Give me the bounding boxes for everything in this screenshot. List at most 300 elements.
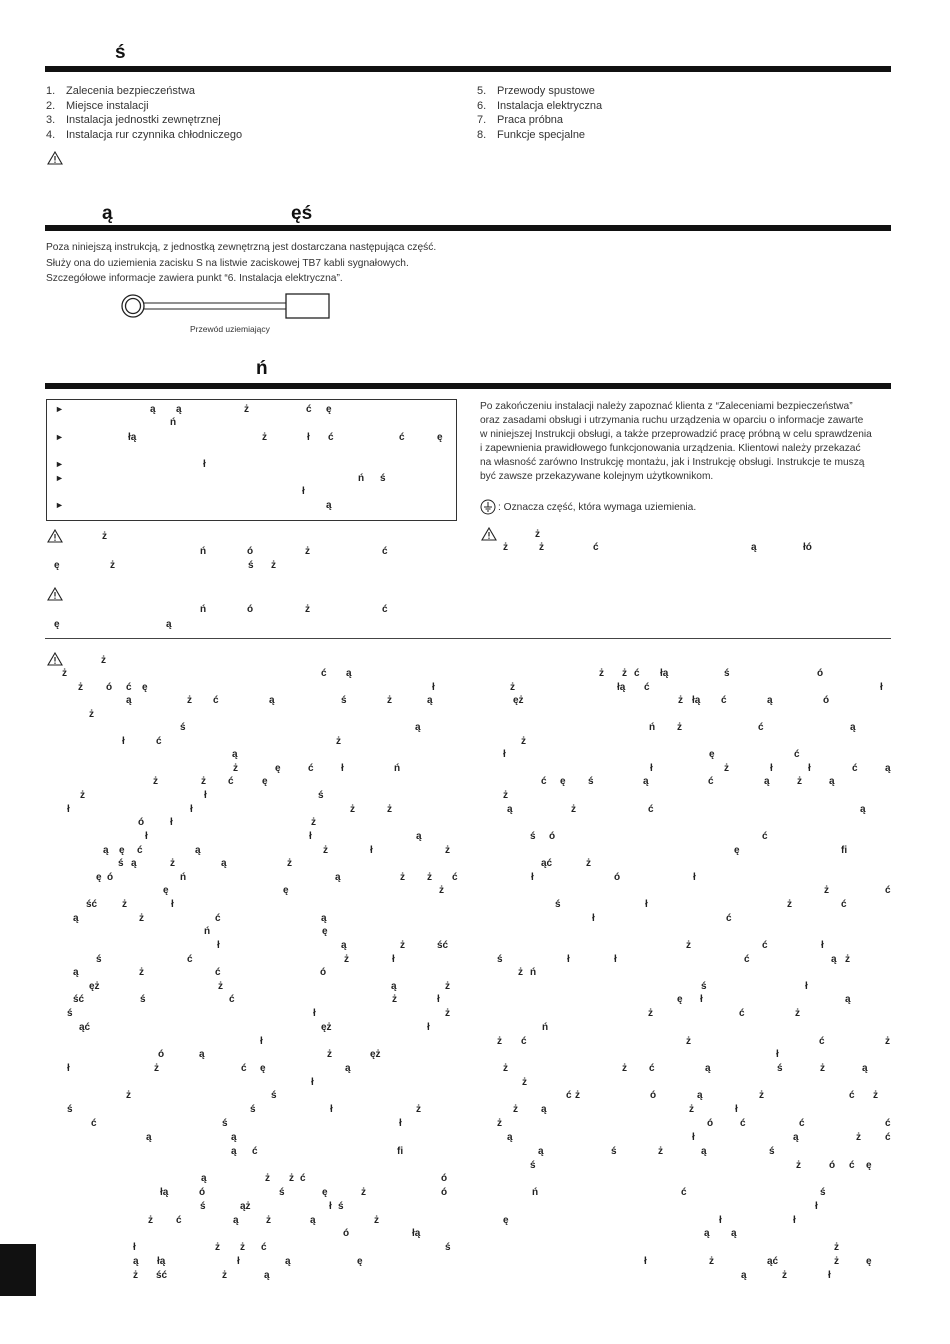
text-fragment: ż [222, 1270, 227, 1281]
toc-item[interactable]: 3. Instalacja jednostki zewnętrznej [46, 114, 221, 126]
text-fragment: ł [302, 486, 305, 497]
text-fragment: ż [101, 655, 106, 666]
text-fragment: ł [370, 845, 373, 856]
text-fragment: ą [860, 804, 866, 815]
text-fragment: ł [260, 1036, 263, 1047]
text-fragment: ć [300, 1173, 306, 1184]
text-fragment: ą [885, 763, 891, 774]
text-fragment: ł [776, 1049, 779, 1060]
bullet-arrow-icon: ► [55, 500, 64, 510]
text-fragment: ż [289, 1173, 294, 1184]
text-fragment: ą [831, 954, 837, 965]
text-fragment: ś [318, 790, 324, 801]
text-fragment: ż [327, 1049, 332, 1060]
text-fragment: ę [163, 885, 169, 896]
text-fragment: ż [885, 1036, 890, 1047]
text-fragment: ć [762, 940, 768, 951]
text-fragment: ż [510, 682, 515, 693]
text-fragment: ą [199, 1049, 205, 1060]
text-fragment: łą [617, 682, 626, 693]
text-fragment: ć [849, 1090, 855, 1101]
text-fragment: ż [795, 1008, 800, 1019]
text-fragment: ł [719, 1215, 722, 1226]
text-fragment: ż [265, 1173, 270, 1184]
toc-item[interactable]: 6. Instalacja elektryczna [477, 99, 603, 112]
text-fragment: ń [170, 417, 177, 428]
text-fragment: ć [885, 1132, 891, 1143]
text-fragment: ł [399, 1118, 402, 1129]
text-fragment: ł [307, 432, 310, 443]
text-fragment: ń [200, 546, 207, 557]
text-fragment: ż [89, 709, 94, 720]
text-fragment: ż [218, 981, 223, 992]
text-fragment: ż [497, 1118, 502, 1129]
text-fragment: ś [445, 1242, 451, 1253]
text-fragment: ł [503, 749, 506, 760]
text-fragment: ć [215, 913, 221, 924]
text-fragment: ł [313, 1008, 316, 1019]
ground-wire-label: Przewód uziemiający [190, 324, 270, 334]
text-fragment: ś [96, 954, 102, 965]
text-fragment: ąż [240, 1201, 251, 1212]
text-fragment: ć [799, 1118, 805, 1129]
text-fragment: ł [644, 1256, 647, 1267]
text-fragment: ę [866, 1256, 872, 1267]
text-fragment: łą [660, 668, 669, 679]
text-fragment: ń [358, 473, 365, 484]
text-fragment: ąć [79, 1022, 91, 1033]
text-fragment: ś [67, 1104, 73, 1115]
text-fragment: ć [726, 913, 732, 924]
text-fragment: ć [306, 404, 312, 415]
text-fragment: ł [203, 459, 206, 470]
text-fragment: ć [382, 604, 388, 615]
text-fragment: ż [244, 404, 249, 415]
text-fragment: ą [310, 1215, 316, 1226]
text-fragment: ż [427, 872, 432, 883]
text-fragment: ś [530, 831, 536, 842]
warning-icon [47, 529, 63, 543]
text-fragment: ą [507, 1132, 513, 1143]
text-fragment: ż [350, 804, 355, 815]
text-fragment: ń [204, 926, 211, 937]
text-fragment: ł [808, 763, 811, 774]
text-fragment: ć [758, 722, 764, 733]
text-fragment: ś [338, 1201, 344, 1212]
toc-item[interactable]: 8. Funkcje specjalne [477, 128, 586, 141]
text-fragment: łó [803, 542, 812, 553]
text-fragment: ę [96, 872, 102, 883]
text-fragment: ć [841, 899, 847, 910]
text-fragment: ż [503, 542, 508, 553]
text-fragment: ą [341, 940, 347, 951]
text-fragment: ą [103, 845, 109, 856]
text-fragment: ę [283, 885, 289, 896]
bullet-arrow-icon: ► [55, 404, 64, 414]
text-fragment: ę [357, 1256, 363, 1267]
text-fragment: ś [380, 473, 386, 484]
text-fragment: ż [323, 845, 328, 856]
text-fragment: ż [686, 940, 691, 951]
text-fragment: ą [231, 1132, 237, 1143]
text-fragment: ó [343, 1228, 350, 1239]
text-fragment: ó [707, 1118, 714, 1129]
text-fragment: ć [762, 831, 768, 842]
text-fragment: ż [445, 981, 450, 992]
bullet-arrow-icon: ► [55, 432, 64, 442]
text-fragment: ś [279, 1187, 285, 1198]
text-fragment: ż [678, 695, 683, 706]
text-fragment: ż [201, 776, 206, 787]
text-fragment: ó [614, 872, 621, 883]
text-fragment: ą [850, 722, 856, 733]
text-fragment: ść [437, 940, 449, 951]
text-fragment: fi [841, 845, 848, 856]
text-fragment: ą [507, 804, 513, 815]
text-fragment: ł [693, 872, 696, 883]
text-fragment: ś [777, 1063, 783, 1074]
text-fragment: ł [67, 1063, 70, 1074]
text-fragment: ż [153, 776, 158, 787]
text-fragment: ą [321, 913, 327, 924]
text-fragment: ż [392, 994, 397, 1005]
text-fragment: ż [503, 790, 508, 801]
text-fragment: ę [54, 619, 60, 630]
text-fragment: ść [73, 994, 85, 1005]
toc-item[interactable]: 5. Przewody spustowe [477, 85, 595, 97]
text-fragment: ł [171, 899, 174, 910]
text-fragment: ż [110, 560, 115, 571]
text-fragment: ą [176, 404, 182, 415]
text-fragment: ć [382, 546, 388, 557]
text-fragment: ę [262, 776, 268, 787]
text-fragment: ą [697, 1090, 703, 1101]
text-fragment: ć [566, 1090, 572, 1101]
section-safety-title: ń [256, 358, 268, 379]
text-fragment: ś [180, 722, 186, 733]
text-fragment: ł [880, 682, 883, 693]
text-fragment: ż [361, 1187, 366, 1198]
text-fragment: ż [518, 967, 523, 978]
text-fragment: ą [416, 831, 422, 842]
text-fragment: ąć [767, 1256, 779, 1267]
text-fragment: ł [793, 1215, 796, 1226]
text-fragment: ń [532, 1187, 539, 1198]
text-fragment: ł [531, 872, 534, 883]
text-fragment: ć [541, 776, 547, 787]
safety-intro-paragraph: Po zakończeniu instalacji należy zapoznać klienta z “Zaleceniami bezpieczeństwa” oraz zasadami obsługi i utrzymania ruchu urządzenia w oparciu o informacje zawarte w niniejszej Instrukcji obsługi, a także przeprowadzić pracę próbną w celu sprawdzenia i zapewnienia prawidłowego funkcjonowania urządzenia. Klientowi należy przekazać na własność zarówno Instrukcję montażu, jak i Instrukcję obsługi. Instrukcje te muszą być zawsze przekazywane kolejnym użytkownikom. [480, 401, 872, 482]
text-fragment: łą [692, 695, 701, 706]
bullet-arrow-icon: ► [55, 473, 64, 483]
text-fragment: ś [611, 1146, 617, 1157]
text-fragment: ą [326, 500, 332, 511]
text-fragment: ż [599, 668, 604, 679]
text-fragment: ż [820, 1063, 825, 1074]
text-fragment: ą [73, 913, 79, 924]
text-fragment: ń [649, 722, 656, 733]
text-fragment: ą [829, 776, 835, 787]
toc-item[interactable]: 4. Instalacja rur czynnika chłodniczego [46, 128, 243, 141]
text-fragment: ć [885, 1118, 891, 1129]
text-fragment: ż [856, 1132, 861, 1143]
text-fragment: ż [845, 954, 850, 965]
text-fragment: ę [734, 845, 740, 856]
text-fragment: ż [416, 1104, 421, 1115]
text-fragment: ą [233, 1215, 239, 1226]
page-edge-tab [0, 1244, 36, 1296]
text-fragment: ą [345, 1063, 351, 1074]
text-fragment: ż [126, 1090, 131, 1101]
text-fragment: ż [439, 885, 444, 896]
text-fragment: ą [264, 1270, 270, 1281]
text-fragment: ą [269, 695, 275, 706]
text-fragment: ć [634, 668, 640, 679]
text-fragment: ą [335, 872, 341, 883]
text-fragment: ó [106, 682, 113, 693]
text-fragment: ó [549, 831, 556, 842]
text-fragment: ł [329, 1201, 332, 1212]
ground-wire-illustration [118, 290, 333, 322]
text-fragment: ę [275, 763, 281, 774]
text-fragment: ż [648, 1008, 653, 1019]
text-fragment: ęż [370, 1049, 381, 1060]
text-fragment: ż [287, 858, 292, 869]
text-fragment: ć [215, 967, 221, 978]
text-fragment: ć [399, 432, 405, 443]
text-fragment: ż [139, 967, 144, 978]
text-fragment: łą [128, 432, 137, 443]
text-fragment: ą [415, 722, 421, 733]
text-fragment: ż [78, 682, 83, 693]
text-fragment: ć [252, 1146, 258, 1157]
caution-icon [47, 587, 63, 601]
text-fragment: ń [542, 1022, 549, 1033]
text-fragment: ć [819, 1036, 825, 1047]
text-fragment: ć [885, 885, 891, 896]
text-fragment: ę [437, 432, 443, 443]
text-fragment: ł [133, 1242, 136, 1253]
text-fragment: ć [156, 736, 162, 747]
text-fragment: ż [535, 529, 540, 540]
text-fragment: ż [503, 1063, 508, 1074]
text-fragment: ć [213, 695, 219, 706]
text-fragment: ż [689, 1104, 694, 1115]
text-fragment: ż [215, 1242, 220, 1253]
text-fragment: ł [815, 1201, 818, 1212]
text-fragment: ł [437, 994, 440, 1005]
text-fragment: ó [829, 1160, 836, 1171]
text-fragment: ż [387, 804, 392, 815]
section-2-rule [45, 225, 891, 231]
text-fragment: ń [200, 604, 207, 615]
text-fragment: ć [721, 695, 727, 706]
text-fragment: ł [770, 763, 773, 774]
text-fragment: ó [247, 604, 254, 615]
text-fragment: ć [648, 804, 654, 815]
text-fragment: ł [237, 1256, 240, 1267]
text-fragment: ż [80, 790, 85, 801]
text-fragment: ą [701, 1146, 707, 1157]
text-fragment: ą [793, 1132, 799, 1143]
text-fragment: ł [67, 804, 70, 815]
text-fragment: ą [73, 967, 79, 978]
text-fragment: łą [157, 1256, 166, 1267]
text-fragment: ć [228, 776, 234, 787]
text-fragment: ż [873, 1090, 878, 1101]
safety-notice-box [46, 399, 457, 521]
text-fragment: ć [137, 845, 143, 856]
text-fragment: fi [397, 1146, 404, 1157]
text-fragment: ą [195, 845, 201, 856]
text-fragment: ć [261, 1242, 267, 1253]
toc-item[interactable]: 1. Zalecenia bezpieczeństwa [46, 85, 196, 97]
text-fragment: ę [560, 776, 566, 787]
text-fragment: ć [187, 954, 193, 965]
text-fragment: ś [769, 1146, 775, 1157]
text-fragment: ć [649, 1063, 655, 1074]
text-fragment: ę [677, 994, 683, 1005]
text-fragment: ł [432, 682, 435, 693]
text-fragment: ó [199, 1187, 206, 1198]
text-fragment: ę [866, 1160, 872, 1171]
text-fragment: ś [588, 776, 594, 787]
text-fragment: ć [708, 776, 714, 787]
text-fragment: ł [145, 831, 148, 842]
text-fragment: ł [700, 994, 703, 1005]
text-fragment: ż [305, 546, 310, 557]
text-fragment: ż [240, 1242, 245, 1253]
text-fragment: ś [820, 1187, 826, 1198]
text-fragment: ż [759, 1090, 764, 1101]
warning-icon [47, 652, 63, 666]
text-fragment: ś [555, 899, 561, 910]
text-fragment: ą [146, 1132, 152, 1143]
section-accessory-title-b: ęś [291, 203, 313, 224]
text-fragment: łą [412, 1228, 421, 1239]
toc-item[interactable]: 2. Miejsce instalacji [46, 99, 149, 112]
text-fragment: ć [593, 542, 599, 553]
text-fragment: ż [513, 1104, 518, 1115]
toc-right [477, 84, 602, 142]
section-accessory-title-a: ą [102, 203, 113, 224]
text-fragment: ż [374, 1215, 379, 1226]
text-fragment: ęż [321, 1022, 332, 1033]
text-fragment: ąć [541, 858, 553, 869]
text-fragment: ł [805, 981, 808, 992]
text-fragment: ęż [513, 695, 524, 706]
text-fragment: ł [392, 954, 395, 965]
text-fragment: ć [241, 1063, 247, 1074]
text-fragment: ż [824, 885, 829, 896]
text-fragment: ż [122, 899, 127, 910]
text-fragment: ą [731, 1228, 737, 1239]
text-fragment: ż [787, 899, 792, 910]
text-fragment: ż [344, 954, 349, 965]
text-fragment: ć [126, 682, 132, 693]
text-fragment: ś [271, 1090, 277, 1101]
text-fragment: ż [400, 940, 405, 951]
text-fragment: ć [452, 872, 458, 883]
text-fragment: ż [262, 432, 267, 443]
text-fragment: ż [233, 763, 238, 774]
text-fragment: ć [644, 682, 650, 693]
text-fragment: ó [441, 1187, 448, 1198]
text-fragment: ż [497, 1036, 502, 1047]
text-fragment: ó [138, 817, 145, 828]
text-fragment: ę [142, 682, 148, 693]
text-fragment: ń [394, 763, 401, 774]
text-fragment: ó [320, 967, 327, 978]
text-fragment: ć [229, 994, 235, 1005]
text-fragment: ć [744, 954, 750, 965]
text-fragment: ą [150, 404, 156, 415]
text-fragment: ż [139, 913, 144, 924]
text-fragment: ł [427, 1022, 430, 1033]
text-fragment: ł [828, 1270, 831, 1281]
text-fragment: ą [862, 1063, 868, 1074]
text-fragment: ć [176, 1215, 182, 1226]
text-fragment: ż [796, 1160, 801, 1171]
text-fragment: ą [538, 1146, 544, 1157]
text-fragment: ł [122, 736, 125, 747]
text-fragment: ó [107, 872, 114, 883]
text-fragment: ó [441, 1173, 448, 1184]
toc-left [46, 84, 242, 142]
text-fragment: ć [849, 1160, 855, 1171]
text-fragment: ś [200, 1201, 206, 1212]
text-fragment: ż [521, 736, 526, 747]
toc-item[interactable]: 7. Praca próbna [477, 114, 564, 126]
bullet-arrow-icon: ► [55, 459, 64, 469]
text-fragment: ą [704, 1228, 710, 1239]
text-fragment: ę [322, 926, 328, 937]
text-fragment: ó [247, 546, 254, 557]
text-fragment: ł [204, 790, 207, 801]
text-fragment: ść [86, 899, 98, 910]
text-fragment: ę [322, 1187, 328, 1198]
warning-icon [47, 151, 63, 165]
text-fragment: ł [217, 940, 220, 951]
ground-note: : Oznacza część, która wymaga uziemienia. [498, 502, 697, 513]
text-fragment: ą [751, 542, 757, 553]
divider [45, 638, 891, 639]
text-fragment: ó [158, 1049, 165, 1060]
text-fragment: ż [834, 1256, 839, 1267]
text-fragment: ż [154, 1063, 159, 1074]
text-fragment: ł [311, 1077, 314, 1088]
text-fragment: ą [231, 1146, 237, 1157]
accessory-paragraph: Poza niniejszą instrukcją, z jednostką zewnętrzną jest dostarczana następująca część. Służy ona do uziemienia zacisku S na listwie zaciskowej TB7 kabli sygnałowych. Szczegółowe informacje zawiera punkt “6. Instalacja elektryczna”. [46, 242, 437, 284]
text-fragment: ć [852, 763, 858, 774]
text-fragment: ć [740, 1118, 746, 1129]
section-3-rule [45, 383, 891, 389]
text-fragment: ć [794, 749, 800, 760]
text-fragment: ż [724, 763, 729, 774]
text-fragment: ż [686, 1036, 691, 1047]
text-fragment: ż [170, 858, 175, 869]
text-fragment: ż [387, 695, 392, 706]
text-fragment: ą [126, 695, 132, 706]
text-fragment: ś [497, 954, 503, 965]
text-fragment: ę [54, 560, 60, 571]
text-fragment: ą [346, 668, 352, 679]
text-fragment: ż [445, 845, 450, 856]
text-fragment: ęż [89, 981, 100, 992]
text-fragment: ę [119, 845, 125, 856]
text-fragment: ę [709, 749, 715, 760]
text-fragment: ż [677, 722, 682, 733]
text-fragment: ż [266, 1215, 271, 1226]
